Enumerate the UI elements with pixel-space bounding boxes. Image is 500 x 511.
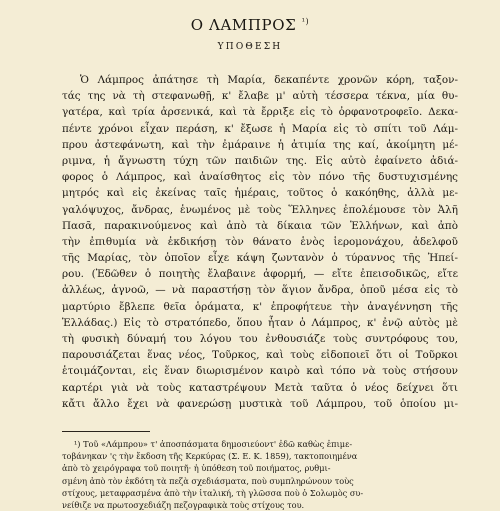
body-line: Πασᾶ, παρακινούμενος καὶ ἀπὸ τὰ δίκαια τῶν Ἑλλήνων, καὶ ἀπὸ (62, 219, 458, 232)
body-line: τὴν ἐπιθυμία νὰ ἐκδικήσῃ τὸν θάνατο ἑνὸς ἱερομονάχου, ἀδελφοῦ (62, 235, 458, 248)
footnote-line: νείθιζε να πρωτοσχεδιάζη πεζογραφικὰ τοὺς στίχους του. (62, 500, 305, 511)
body-line: ἀλλέως, ἀγνοῶ, — νὰ παραστήσῃ τὸν ἅγιον ἄνδρα, ὁποῦ μέσα εἰς τὸ (62, 284, 458, 297)
body-line: γατέρα, καὶ τρία ἀρσενικά, καὶ τὰ ἔρριξε εἰς τὸ ὀρφανοτροφεῖο. Δεκα- (62, 106, 458, 119)
body-line: τῆς Μαρίας, τὸν ὁποῖον εἶχε κάψη ζωντανὸν ὁ τύραννος τῆς Ἠπεί- (62, 252, 458, 265)
footnote-line: ¹) Τοῦ «Λάμπρου» τ' ἀποσπάσματα δημοσιεύοντ' ἐδῶ καθὼς ἐπιμε- (74, 439, 353, 449)
body-line: ἑτοιμάζονται, εἰς ἕναν διωρισμένον καιρὸ καὶ τόπο νὰ τοὺς στήσουν (62, 365, 458, 378)
footnote-line: τοβάνηκαν 'ς τὴν ἔκδοση τῆς Κερκύρας (Σ. Ε. Κ. 1859), τακτοποιημένα (62, 451, 358, 462)
body-line: ρου. (Ἐδῶθεν ὁ ποιητὴς ἔλαβαινε ἀφορμή, — εἴτε ἐπεισοδικῶς, εἴτε (62, 268, 458, 281)
body-line: γαλόψυχος, ἄνδρας, ἑνωμένος μὲ τοὺς Ἕλληνες ἐπολέμουσε τὸν Ἀλῆ (62, 203, 458, 216)
footnote-line: ἀπὸ τὸ χειρόγραφα τοῦ ποιητῆ· ἡ ὑπόθεση τοῦ ποιήματος, ρυθμι- (62, 463, 331, 474)
body-line: φορος ὁ Λάμπρος, καὶ ἀναίσθητος εἰς τὸν πόνο τῆς δυστυχισμένης (62, 171, 458, 184)
footnote-line: στίχους, μεταφρασμένα ἀπὸ τὴν ἰταλική, τὴ γλῶσσα ποὺ ὁ Σολωμὸς συ- (62, 487, 364, 498)
body-line: καρτέρι γιὰ νὰ τοὺς καταστρέψουν Μετὰ ταῦτα ὁ νέος δείχνει ὅτι (62, 381, 458, 394)
footnote-divider (62, 431, 150, 432)
footnote-line: σμένη ἀπὸ τὸν ἐκδότη τὰ πεζὰ σχεδιάσματα, ποὺ συμπληρώνουν τοὺς (62, 475, 354, 486)
body-line: μαρτύριο ἔβλεπε θεῖα ὁράματα, κ' ἐπροφήτευε τὴν ἀναγέννηση τῆς (62, 300, 458, 313)
body-line: κἄτι ἄλλο ἔχει νὰ φανερώσῃ μυστικὰ τοῦ Λάμπρου, τοῦ ὁποίου μι- (62, 397, 458, 410)
section-subtitle: ΥΠΟΘΕΣΗ (217, 42, 283, 52)
body-line: τὴ φυσικὴ δύναμή του λόγου του ἐνθουσιάζε τοὺς συντρόφους του, (62, 333, 458, 345)
body-line: Ἑλλάδας.) Εἰς τὸ στρατόπεδο, ὅπου ἦταν ὁ Λάμπρος, κ' ἐνῷ αὐτὸς μὲ (62, 316, 458, 329)
body-line: Ὁ Λάμπρος ἀπάτησε τὴ Μαρία, δεκαπέντε χρονῶν κόρη, ταξον- (80, 74, 458, 86)
body-line: πρου ἀστεφάνωτη, καὶ τὴν ἐμάραινε ἡ ἀτιμία της καί, ἀκοίμητη μέ- (62, 138, 458, 151)
body-line: τάς της νὰ τὴ στεφανωθῇ, κ' ἔλαβε μ' αὐτὴ τέσσερα τέκνα, μία θυ- (62, 90, 458, 103)
body-line: παρουσιάζεται ἕνας νέος, Τοῦρκος, καὶ τοὺς εἰδοποιεῖ ὅτι οἱ Τοῦρκοι (62, 349, 458, 362)
title-footnote-marker: ¹) (301, 17, 310, 26)
body-line: μητρός καὶ εἰς ἐκείνας ταῖς ἡμέραις, τοῦτος ὁ κακόηθης, ἀλλὰ με- (62, 187, 458, 200)
body-line: ριμνα, ἡ ἄγνωστη τύχη τῶν παιδιῶν της. Εἰς αὐτὸ ἐφαίνετο ἀδιά- (62, 154, 458, 167)
footnote (62, 438, 458, 511)
page-title (0, 16, 500, 34)
title-text: Ο ΛΑΜΠΡΟΣ (190, 16, 297, 34)
body-line: πέντε χρόνοι εἶχαν περάση, κ' ἔξωσε ἡ Μαρία εἰς τὸ σπίτι τοῦ Λάμ- (62, 122, 458, 135)
body-text (62, 72, 458, 412)
